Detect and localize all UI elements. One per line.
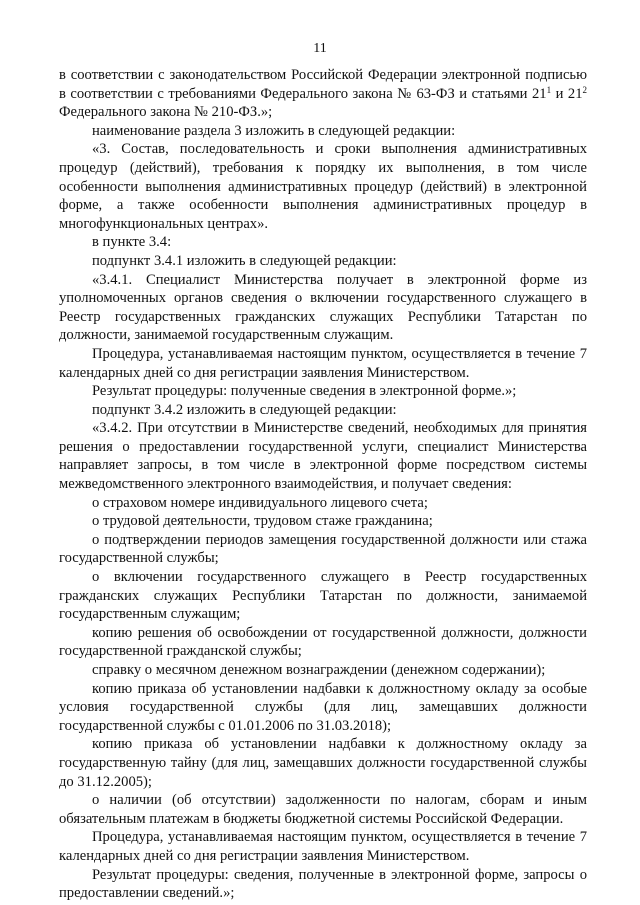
paragraph-signature-laws — [59, 66, 587, 122]
superscript: 1 — [546, 84, 552, 95]
page-number: 11 — [313, 41, 327, 56]
paragraph-subitem-3-4-1-text: «3.4.1. Специалист Министерства получает в электронной форме из уполномоченных органов сведения о включении государственного служащего в Реестр государственных гражданских служащих Республики Татарстан по должности, занимаемой государственным служащим. — [59, 271, 587, 344]
paragraph-item-3-4: в пункте 3.4: — [92, 234, 172, 251]
paragraph-procedure-term-2: Процедура, устанавливаемая настоящим пунктом, осуществляется в течение 7 календарных дней со дня регистрации заявления Министерством. — [59, 829, 587, 864]
list-item: о подтверждении периодов замещения государственной должности или стажа государственной службы; — [59, 531, 587, 567]
document-body — [59, 66, 587, 903]
list-item: справку о месячном денежном вознаграждении (денежном содержании); — [92, 662, 546, 678]
paragraph-procedure-term-1: Процедура, устанавливаемая настоящим пунктом, осуществляется в течение 7 календарных дней со дня регистрации заявления Министерством. — [59, 345, 587, 381]
list-item: копию приказа об установлении надбавки к должностному окладу за государственную тайну (для лиц, замещавших должности государственной службы до 31.12.2005); — [59, 736, 587, 790]
paragraph-subitem-3-4-2-intro: подпункт 3.4.2 изложить в следующей редакции: — [92, 401, 397, 418]
list-item: о наличии (об отсутствии) задолженности по налогам, сборам и иным обязательным платежам в бюджеты бюджетной системы Российской Федерации. — [59, 792, 587, 827]
paragraph-text: в соответствии с законодательством Российской Федерации электронной подписью в соответствии с требованиями Федерального закона № 63-ФЗ и статьями 21 — [59, 67, 587, 102]
paragraph-subitem-3-4-1-intro: подпункт 3.4.1 изложить в следующей редакции: — [92, 252, 397, 269]
paragraph-subitem-3-4-2-text: «3.4.2. При отсутствии в Министерстве сведений, необходимых для принятия решения о предоставлении государственной услуги, специалист Министерства направляет запросы, в том числе в электронной форме посредством системы межведомственного электронного взаимодействия, и получает сведения: — [59, 420, 587, 493]
paragraph-section3-text: «3. Состав, последовательность и сроки выполнения административных процедур (действий), требования к порядку их выполнения, в том числе особенности выполнения административных процедур (действий) в электронной форме, а также особенности выполнения административных процедур в многофункциональных центрах». — [59, 141, 587, 232]
list-item: копию приказа об установлении надбавки к должностному окладу за особые условия государственной службы (для лиц, замещавших должности государственной службы с 01.01.2006 по 31.03.2018); — [59, 680, 587, 734]
list-item: о трудовой деятельности, трудовом стаже гражданина; — [92, 513, 433, 530]
list-item: о включении государственного служащего в Реестр государственных гражданских служащих Республики Татарстан по должности, занимаемой государственным служащим; — [59, 569, 587, 623]
superscript: 2 — [582, 84, 587, 95]
paragraph-text: Федерального закона № 210-ФЗ.»; — [59, 104, 273, 121]
list-item: о страховом номере индивидуального лицевого счета; — [92, 494, 428, 511]
paragraph-section3-title: наименование раздела 3 изложить в следующей редакции: — [92, 122, 456, 139]
paragraph-procedure-result-2: Результат процедуры: сведения, полученные в электронной форме, запросы о предоставлении сведений.»; — [59, 866, 587, 902]
list-item: копию решения об освобождении от государственной должности, должности государственной гражданской службы; — [59, 624, 587, 660]
paragraph-text: и 21 — [551, 85, 583, 102]
paragraph-procedure-result-1: Результат процедуры: полученные сведения в электронной форме.»; — [92, 383, 517, 400]
